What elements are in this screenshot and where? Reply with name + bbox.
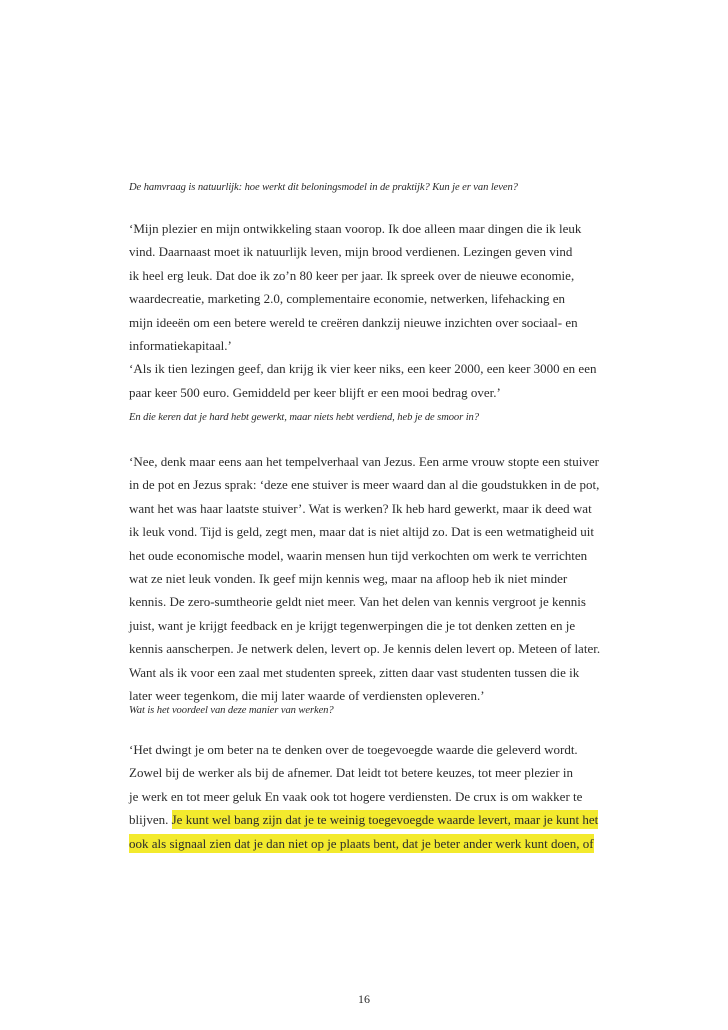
text-line: informatiekapitaal.’ <box>129 337 232 353</box>
question-3: Wat is het voordeel van deze manier van werken? <box>129 705 334 716</box>
text-line: kennis aanscherpen. Je netwerk delen, levert op. Je kennis delen levert op. Meteen of later. <box>129 641 601 657</box>
page-number: 16 <box>358 992 370 1006</box>
text-line: waardecreatie, marketing 2.0, complementaire economie, netwerken, lifehacking en <box>129 291 566 307</box>
text-line: Want als ik voor een zaal met studenten spreek, zitten daar vast studenten tussen die ik <box>129 664 580 680</box>
answer-3 <box>129 738 629 855</box>
text-line: ‘Mijn plezier en mijn ontwikkeling staan voorop. Ik doe alleen maar dingen die ik leuk <box>129 221 582 236</box>
highlighted-text: Je kunt wel bang zijn dat je te weinig toegevoegde waarde levert, maar je kunt het <box>171 812 599 828</box>
text-line: later weer tegenkom, die mij later waarde of verdiensten opleveren.’ <box>129 687 485 703</box>
text-plain: blijven. <box>129 812 172 828</box>
text-line: je werk en tot meer geluk En vaak ook tot hogere verdiensten. De crux is om wakker te <box>129 788 583 804</box>
text-line: juist, want je krijgt feedback en je krijgt tegenwerpingen die je tot denken zetten en je <box>129 617 576 633</box>
text-line: ‘Het dwingt je om beter na te denken over de toegevoegde waarde die geleverd wordt. <box>129 742 578 757</box>
question-1: De hamvraag is natuurlijk: hoe werkt dit beloningsmodel in de praktijk? Kun je er van leven? <box>129 182 518 193</box>
text-line: vind. Daarnaast moet ik natuurlijk leven, mijn brood verdienen. Lezingen geven vind <box>129 244 573 260</box>
text-line: kennis. De zero-sumtheorie geldt niet meer. Van het delen van kennis vergroot je kennis <box>129 594 586 610</box>
text-line: ‘Als ik tien lezingen geef, dan krijg ik vier keer niks, een keer 2000, een keer 3000 en een <box>129 361 597 377</box>
text-line: Zowel bij de werker als bij de afnemer. Dat leidt tot betere keuzes, tot meer plezier in <box>129 765 573 781</box>
text-line <box>129 808 629 831</box>
text-line: ik leuk vond. Tijd is geld, zegt men, maar dat is niet altijd zo. Dat is een wetmatigheid uit <box>129 524 595 540</box>
text-line <box>129 832 629 855</box>
answer-2 <box>129 450 629 707</box>
text-line: ‘Nee, denk maar eens aan het tempelverhaal van Jezus. Een arme vrouw stopte een stuiver <box>129 454 599 469</box>
text-line: want het was haar laatste stuiver’. Wat is werken? Ik heb hard gewerkt, maar ik deed wat <box>129 500 592 516</box>
text-line: wat ze niet leuk vonden. Ik geef mijn kennis weg, maar na afloop heb ik niet minder <box>129 570 568 586</box>
text-line: het oude economische model, waarin mensen hun tijd verkochten om werk te verrichten <box>129 547 588 563</box>
text-line: ik heel erg leuk. Dat doe ik zo’n 80 keer per jaar. Ik spreek over de nieuwe economie, <box>129 267 575 283</box>
text-line: paar keer 500 euro. Gemiddeld per keer blijft er een mooi bedrag over.’ <box>129 384 501 400</box>
highlighted-text: ook als signaal zien dat je dan niet op je plaats bent, dat je beter ander werk kunt doen, of <box>129 835 594 851</box>
text-line: mijn ideeën om een betere wereld te creëren dankzij nieuwe inzichten over sociaal- en <box>129 314 578 330</box>
answer-1 <box>129 217 629 404</box>
question-2: En die keren dat je hard hebt gewerkt, maar niets hebt verdiend, heb je de smoor in? <box>129 412 479 423</box>
text-line: in de pot en Jezus sprak: ‘deze ene stuiver is meer waard dan al die goudstukken in de pot, <box>129 477 600 493</box>
